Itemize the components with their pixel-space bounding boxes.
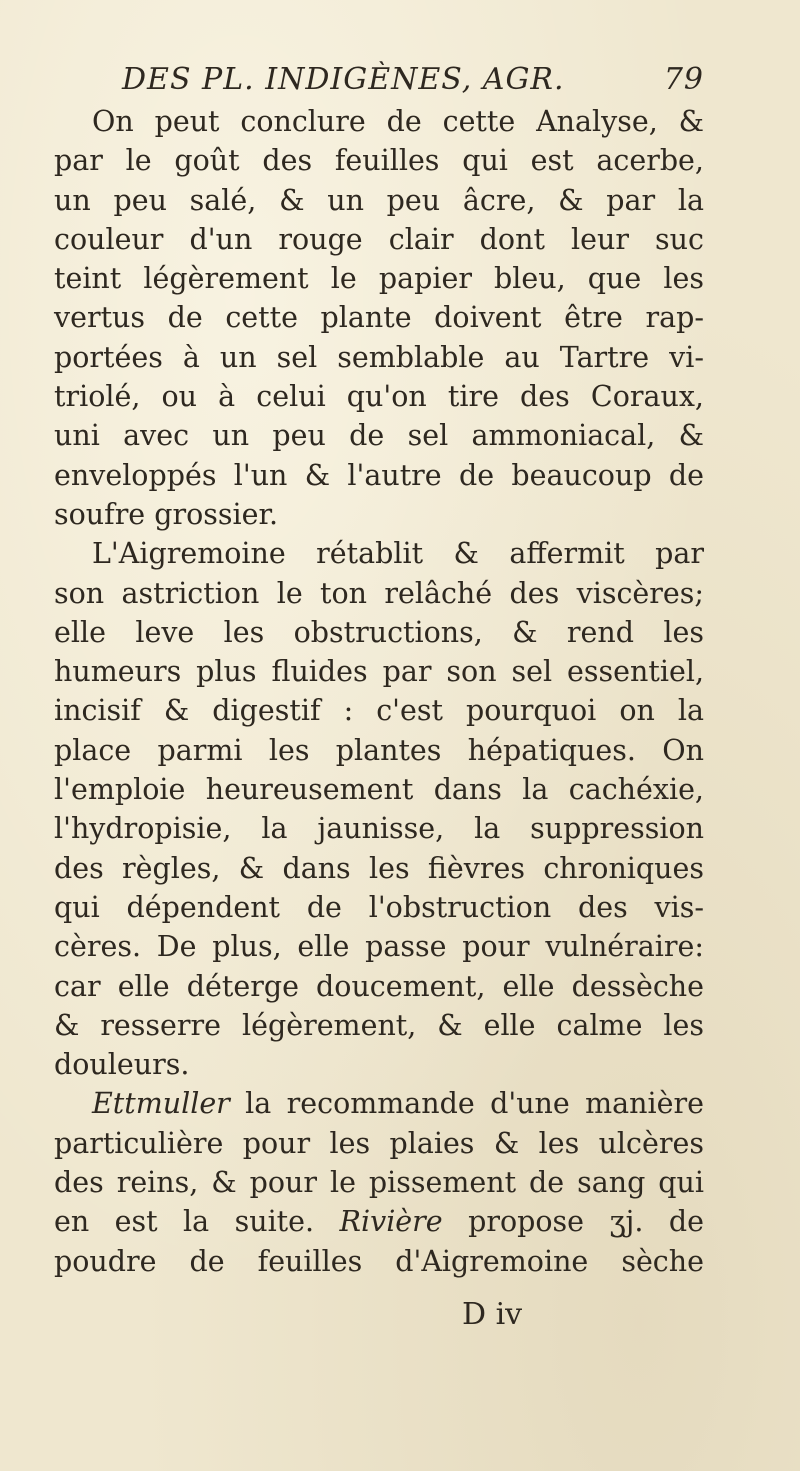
text-line: un peu salé, & un peu âcre, & par la [54,183,704,217]
author-name: Ettmuller [92,1087,230,1121]
text-line: l'hydropisie, la jaunisse, la suppression [54,812,704,846]
text-line: soufre grossier. [54,497,279,531]
running-title: DES PL. INDIGÈNES, AGR. [122,62,565,97]
text-line: uni avec un peu de sel ammoniacal, & [54,419,704,453]
text-line: vertus de cette plante doivent être rap- [54,301,704,335]
text-line: L'Aigremoine rétablit & affermit par [92,537,704,571]
text-line: portées à un sel semblable au Tartre vi- [54,340,704,374]
text-line: & resserre légèrement, & elle calme les [54,1008,704,1042]
text-line: enveloppés l'un & l'autre de beaucoup de [54,458,704,492]
text-fragment: la recommande d'une manière [229,1087,704,1121]
text-line: son astriction le ton relâché des viscères; [54,576,704,610]
text-line: par le goût des feuilles qui est acerbe, [54,144,704,178]
text-line: qui dépendent de l'obstruction des vis- [54,890,704,924]
text-line: On peut conclure de cette Analyse, & [92,105,704,138]
text-line: des règles, & dans les fièvres chroniques [54,851,704,885]
text-line: humeurs plus fluides par son sel essentiel, [54,655,704,689]
text-line [54,1202,704,1241]
text-line: l'emploie heureusement dans la cachéxie, [54,773,704,807]
text-fragment: en est la suite. [54,1205,340,1239]
text-line: couleur d'un rouge clair dont leur suc [54,222,704,256]
signature-mark: D iv [462,1297,523,1332]
text-line: incisif & digestif : c'est pourquoi on la [54,694,704,728]
text-line: car elle déterge doucement, elle dessèche [54,969,704,1003]
page-number: 79 [663,62,704,97]
text-fragment: propose ʒj. de [442,1205,705,1239]
running-header [122,62,704,102]
text-line: triolé, ou à celui qu'on tire des Coraux, [54,380,704,414]
text-line [54,1084,704,1123]
text-line: elle leve les obstructions, & rend les [54,615,704,649]
text-line: des reins, & pour le pissement de sang qui [54,1166,704,1200]
text-line: particulière pour les plaies & les ulcères [54,1126,704,1160]
author-name: Rivière [339,1205,443,1239]
text-line: teint légèrement le papier bleu, que les [54,262,704,296]
body-text [54,102,704,1281]
text-line: place parmi les plantes hépatiques. On [54,733,704,767]
text-line: douleurs. [54,1048,190,1082]
text-line: poudre de feuilles d'Aigremoine sèche [54,1244,704,1278]
text-line: cères. De plus, elle passe pour vulnéraire: [54,930,704,964]
